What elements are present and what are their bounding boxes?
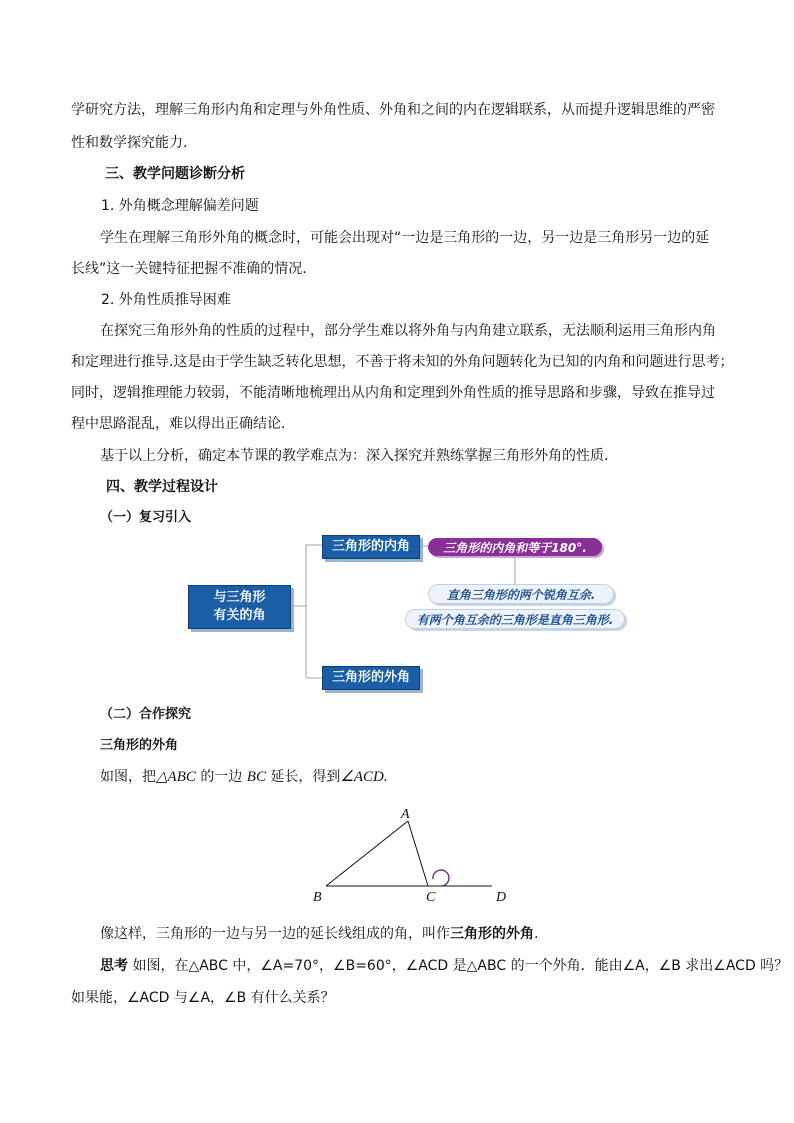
summary-line: 基于以上分析，确定本节课的教学难点为：深入探究并熟练掌握三角形外角的性质. (100, 448, 609, 464)
para-line: 程中思路混乱，难以得出正确结论. (71, 416, 286, 432)
para-line: 和定理进行推导.这是由于学生缺乏转化思想，不善于将未知的外角问题转化为已知的内角和问题进行思考； (71, 354, 734, 370)
subsection-heading: （二）合作探究 (100, 707, 192, 722)
topic-heading: 三角形的外角 (100, 738, 179, 753)
para-line: 学生在理解三角形外角的概念时，可能会出现对“一边是三角形的一边，另一边是三角形另一边的延 (100, 230, 710, 246)
subsection-heading: （一）复习引入 (100, 510, 192, 525)
definition-line: 像这样，三角形的一边与另一边的延长线组成的角，叫作三角形的外角. (100, 926, 539, 942)
outer-angle-box: 三角形的外角 (322, 666, 420, 690)
exterior-angle-arc (433, 870, 449, 886)
vertex-label-b: B (313, 890, 322, 905)
root-line-2: 有关的角 (213, 608, 266, 623)
fact-complementary: 有两个角互余的三角形是直角三角形. (405, 609, 625, 629)
vertex-label-c: C (426, 890, 436, 905)
root-line-1: 与三角形 (213, 590, 266, 605)
para-line: 长线”这一关键特征把握不准确的情况. (71, 261, 307, 277)
inner-angle-box: 三角形的内角 (322, 535, 420, 559)
think-line-1: 思考 如图，在△ABC 中，∠A=70°，∠B=60°，∠ACD 是△ABC 的一个外角．能由∠A，∠B 求出∠ACD 吗？ (100, 958, 789, 974)
fact-right-triangle: 直角三角形的两个锐角互余. (428, 584, 614, 604)
vertex-label-a: A (401, 807, 410, 822)
vertex-label-d: D (496, 890, 507, 905)
figure-intro: 如图，把△ABC 的一边 BC 延长，得到∠ACD. (100, 769, 388, 785)
side-ab (326, 821, 408, 886)
item-title: 2. 外角性质推导困难 (101, 292, 231, 308)
para-line: 学研究方法，理解三角形内角和定理与外角性质、外角和之间的内在逻辑联系，从而提升逻辑思维的严密 (71, 102, 715, 118)
side-ac (408, 821, 428, 886)
para-line: 同时，逻辑推理能力较弱，不能清晰地梳理出从内角和定理到外角性质的推导思路和步骤，导致在推导过 (71, 385, 715, 401)
section-heading-4: 四、教学过程设计 (106, 479, 218, 495)
para-line: 在探究三角形外角的性质的过程中，部分学生难以将外角与内角建立联系，无法顺利运用三角形内角 (100, 323, 716, 339)
para-line: 性和数学探究能力. (71, 135, 188, 151)
think-line-2: 如果能，∠ACD 与∠A，∠B 有什么关系？ (71, 990, 335, 1006)
item-title: 1. 外角概念理解偏差问题 (101, 198, 259, 214)
section-heading-3: 三、教学问题诊断分析 (105, 166, 245, 182)
fact-angle-sum: 三角形的内角和等于180°. (428, 538, 602, 556)
